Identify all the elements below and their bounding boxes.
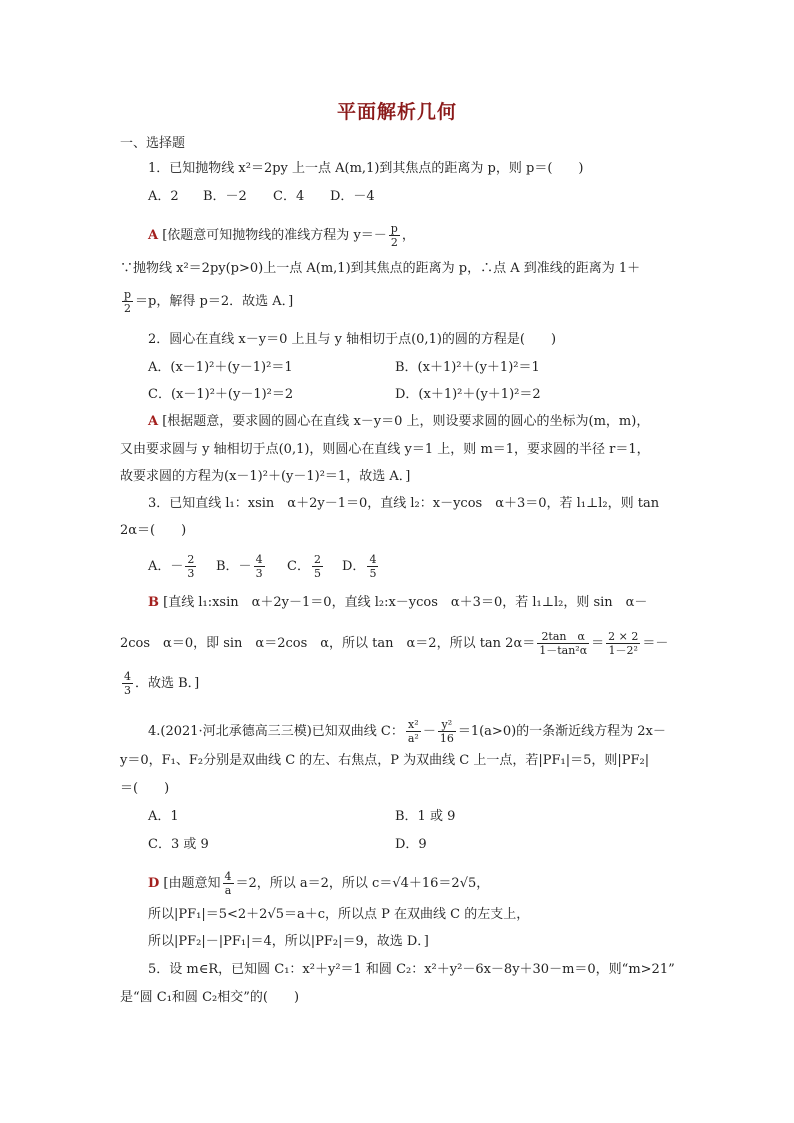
q4-stem-line2: y＝0，F₁、F₂分别是双曲线 C 的左、右焦点，P 为双曲线 C 上一点，若|PF₁|＝5，则|PF₂| <box>120 753 650 768</box>
q1-stem: 1．已知抛物线 x²＝2py 上一点 A(m,1)到其焦点的距离为 p，则 p＝( ) <box>148 161 584 176</box>
q2-option-c: C．(x－1)²＋(y－1)²＝2 <box>148 387 294 402</box>
q4-stem-line1: 4.(2021·河北承德高三三模)已知双曲线 C： $\frac{\text{x²}}{\text{a²}}$ － $\frac{\text{y²}}{16}$ ＝1(a>0)的一条渐近线方程为 2x－ <box>148 718 666 745</box>
q1-solution-line2: ∵抛物线 x²＝2py(p>0)上一点 A(m,1)到其焦点的距离为 p，∴点 A 到准线的距离为 1＋ <box>120 261 641 276</box>
q3-stem-line1: 3．已知直线 l₁：xsin α＋2y－1＝0，直线 l₂：x－ycos α＋3＝0，若 l₁⊥l₂，则 tan <box>148 496 660 511</box>
q3-solution-line2: 2cos α＝0，即 sin α＝2cos α，所以 tan α＝2，所以 tan 2α＝ $\frac{\text{2tan α}}{\text{1－tan²α}}$ ＝ $\frac{2 \times 2}{\text{1－2²}}$ ＝－ <box>120 630 669 657</box>
q1-solution-line3: $\frac{p}{2}$ ＝p，解得 p＝2．故选 A．] <box>124 288 294 315</box>
q5-stem-line2: 是“圆 C₁和圆 C₂相交”的( ) <box>120 990 300 1005</box>
q3-stem-line2: 2α＝( ) <box>120 523 187 538</box>
q1-option-b: B．－2 <box>203 189 247 204</box>
q3-option-c: C． $\frac{2}{5}$ <box>287 553 321 580</box>
q4-solution-line2: 所以|PF₁|＝5<2＋2√5＝a＋c，所以点 P 在双曲线 C 的左支上， <box>148 907 530 922</box>
q3-option-d: D． $\frac{4}{5}$ <box>342 553 377 580</box>
q2-stem: 2．圆心在直线 x－y＝0 上且与 y 轴相切于点(0,1)的圆的方程是( ) <box>148 332 557 347</box>
q3-answer: B <box>148 595 159 610</box>
q3-solution-line3: $\frac{4}{3}$ ．故选 B．] <box>124 670 200 697</box>
q2-solution-line3: 故要求圆的方程为(x－1)²＋(y－1)²＝1，故选 A．] <box>120 469 411 484</box>
q3-solution-line1: B [直线 l₁:xsin α＋2y－1＝0，直线 l₂:x－ycos α＋3＝0，若 l₁⊥l₂，则 sin α－ <box>148 595 648 610</box>
section-heading: 一、选择题 <box>120 136 186 151</box>
q2-answer: A <box>148 414 159 429</box>
q5-stem-line1: 5．设 m∈R，已知圆 C₁：x²＋y²＝1 和圆 C₂：x²＋y²－6x－8y＋30－m＝0，则“m>21” <box>148 962 675 977</box>
q4-stem-line3: ＝( ) <box>120 781 170 796</box>
q4-option-a: A．1 <box>148 809 179 824</box>
q2-solution-line1: A [根据题意，要求圆的圆心在直线 x－y＝0 上，则设要求圆的圆心的坐标为(m，m)， <box>148 414 650 429</box>
q2-solution-line2: 又由要求圆与 y 轴相切于点(0,1)，则圆心在直线 y＝1 上，则 m＝1，要求圆的半径 r＝1， <box>120 442 650 457</box>
q4-solution-line1: D [由题意知 $\frac{4}{a}$ ＝2，所以 a＝2，所以 c＝√4＋16＝2√5， <box>148 870 490 897</box>
q2-option-b: B．(x＋1)²＋(y＋1)²＝1 <box>395 360 540 375</box>
q2-option-a: A．(x－1)²＋(y－1)²＝1 <box>148 360 293 375</box>
fraction: $\frac{p}{2}$ <box>124 288 132 315</box>
q1-option-a: A．2 <box>148 189 179 204</box>
q1-solution-line1: A [依题意可知抛物线的准线方程为 y＝－ $\frac{p}{2}$ ， <box>148 222 415 249</box>
q4-solution-line3: 所以|PF₂|－|PF₁|＝4，所以|PF₂|＝9，故选 D．] <box>148 934 429 949</box>
fraction: $\frac{p}{2}$ <box>390 222 398 249</box>
q1-option-c: C．4 <box>273 189 305 204</box>
q4-option-d: D．9 <box>395 837 427 852</box>
q1-option-d: D．－4 <box>330 189 375 204</box>
q4-option-c: C．3 或 9 <box>148 837 209 852</box>
q4-option-b: B．1 或 9 <box>395 809 456 824</box>
q3-option-a: A．－ $\frac{2}{3}$ <box>148 553 195 580</box>
q1-answer: A <box>148 228 159 243</box>
q3-option-b: B．－ $\frac{4}{3}$ <box>216 553 263 580</box>
q2-option-d: D．(x＋1)²＋(y＋1)²＝2 <box>395 387 541 402</box>
q4-answer: D <box>148 876 160 891</box>
page-title: 平面解析几何 <box>336 101 457 123</box>
